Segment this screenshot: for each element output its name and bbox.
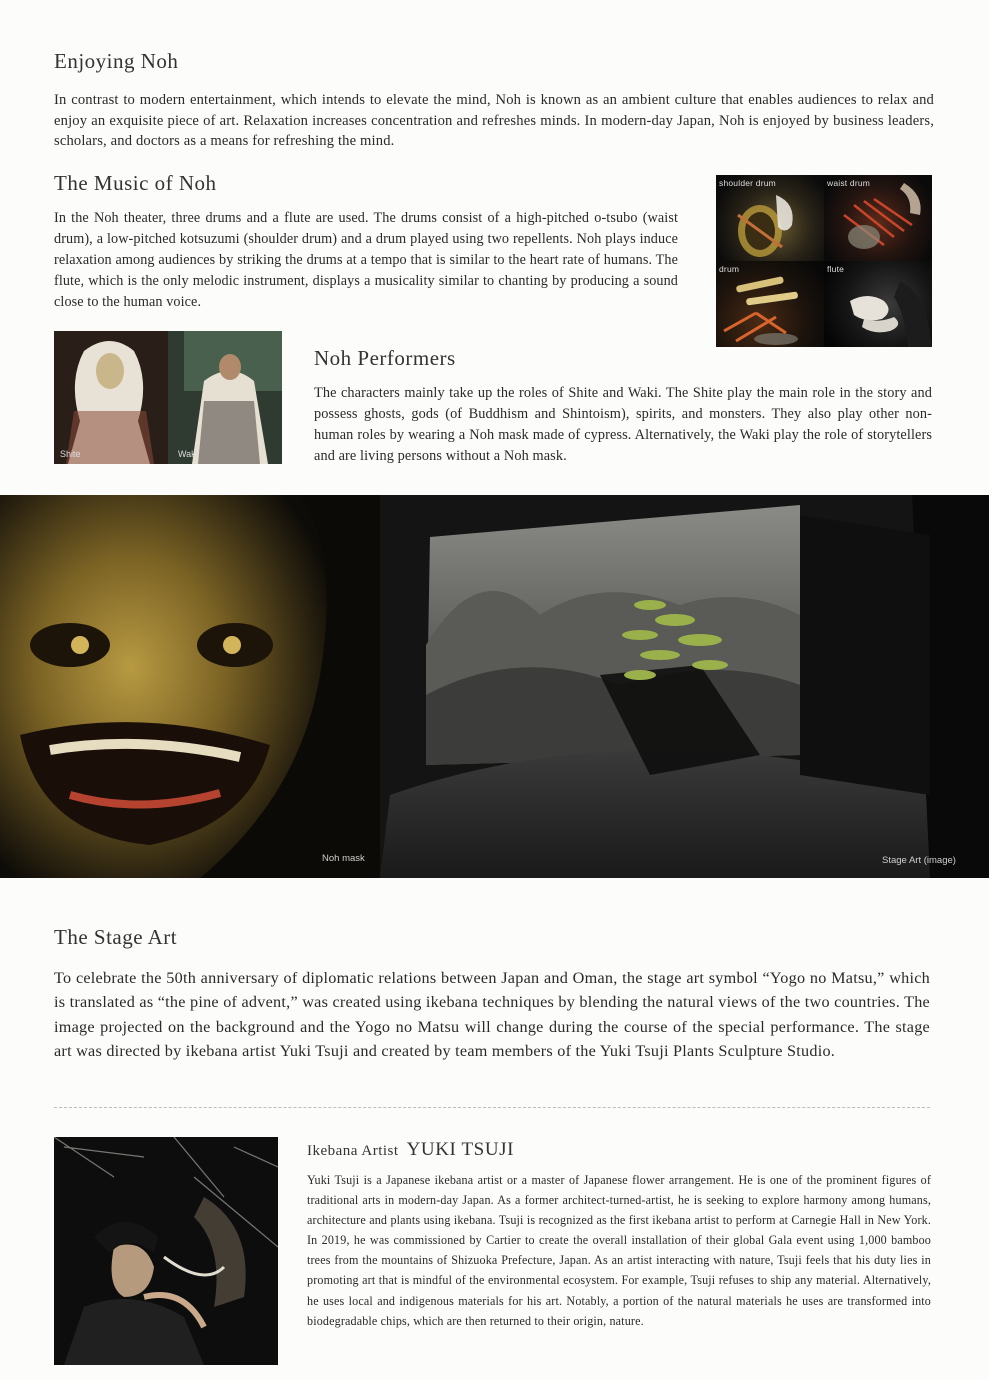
instruments-photo-grid [716, 175, 932, 347]
enjoying-noh-body: In contrast to modern entertainment, which intends to elevate the mind, Noh is known as an ambient culture that enables audiences to relax and enjoy an exquisite piece of art. Relaxation increases concentration and refreshes minds. In modern-day Japan, Noh is enjoyed by business leaders, scholars, and doctors as a means for refreshing the mind. [54, 92, 934, 149]
music-of-noh-body: In the Noh theater, three drums and a flute are used. The drums consist of a high-pitched o-tsubo (waist drum), a low-pitched kotsuzumi (shoulder drum) and a drum played using two repellents. Noh plays induce relaxation among audiences by striking the drums at a tempo that is similar to the heart rate of humans. The flute, which is the only melodic instrument, displays a musicality similar to chanting by producing a sound close to the human voice. [54, 210, 678, 310]
artist-bio: Yuki Tsuji is a Japanese ikebana artist or a master of Japanese flower arrangement. He is one of the prominent figures of traditional arts in modern-day Japan. As a former architect-turned-artist, he is seeking to explore harmony among humans, architecture and plants using ikebana. Tsuji is recognized as the first ikebana artist to perform at Carnegie Hall in New York. In 2019, he was commissioned by Cartier to create the overall installation of their global Gala event using 1,000 bamboo trees from the mountains of Shizuoka Prefecture, Japan. As an artist interacting with nature, Tsuji feels that his duty lies in promoting art that is mindful of the environmental ecosystem. For example, Tsuji refuses to ship any material. Alternatively, he uses local and indigenous materials for his art. Notably, a portion of the natural materials he uses are transformed into biodegradable chips, which are then returned to their origin, nature. [307, 1173, 931, 1328]
waist-drum-label: waist drum [827, 178, 871, 188]
banner-image [0, 495, 989, 878]
waist-drum-photo [824, 175, 932, 261]
flute-label: flute [827, 264, 845, 274]
section-title-noh-performers: Noh Performers [314, 346, 456, 370]
shoulder-drum-photo [716, 175, 824, 261]
shite-label: Shite [60, 449, 81, 459]
drum-label: drum [719, 264, 740, 274]
stage-art-body: To celebrate the 50th anniversary of diplomatic relations between Japan and Oman, the stage art symbol “Yogo no Matsu,” which is translated as “the pine of advent,” was created using ikebana techniques by blending the natural views of the two countries. The image projected on the background and the Yogo no Matsu will change during the course of the special performance. The stage art was directed by ikebana artist Yuki Tsuji and created by team members of the Yuki Tsuji Plants Sculpture Studio. [54, 969, 930, 1060]
flute-photo [824, 261, 932, 347]
drum-photo [716, 261, 824, 347]
waki-label: Waki [178, 449, 198, 459]
section-divider [54, 1107, 930, 1108]
section-title-music-of-noh: The Music of Noh [54, 171, 217, 195]
section-title-enjoying-noh: Enjoying Noh [54, 49, 179, 73]
artist-role: Ikebana Artist [307, 1143, 399, 1159]
artist-name: YUKI TSUJI [406, 1139, 515, 1160]
noh-performers-body: The characters mainly take up the roles of Shite and Waki. The Shite play the main role in the story and possess ghosts, gods (of Buddhism and Shintoism), spirits, and monsters. They also play other non-human roles by wearing a Noh mask made of cypress. Alternatively, the Waki play the role of storytellers and are living persons without a Noh mask. [314, 385, 932, 464]
stage-art-caption: Stage Art (image) [882, 855, 956, 866]
performers-photo [54, 331, 282, 464]
section-title-stage-art: The Stage Art [54, 925, 178, 949]
artist-photo [54, 1137, 278, 1365]
noh-mask-caption: Noh mask [322, 853, 365, 864]
artist-heading [307, 1139, 514, 1161]
shoulder-drum-label: shoulder drum [719, 178, 776, 188]
